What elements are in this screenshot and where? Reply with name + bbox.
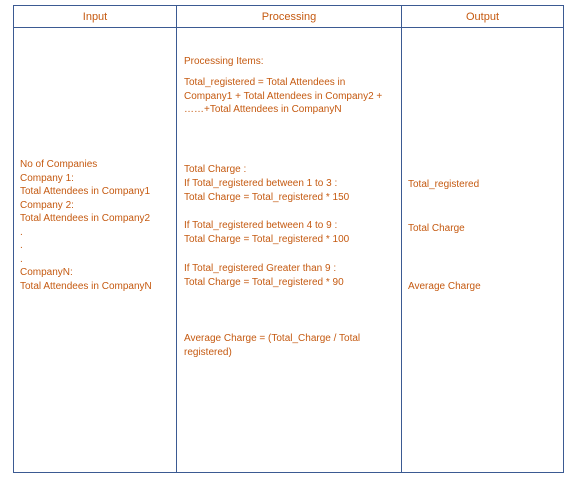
input-item: . [20,253,23,265]
formula-line: ……+Total Attendees in CompanyN [184,104,342,115]
rule-condition: If Total_registered between 1 to 3 : [184,178,338,189]
formula-line: Average Charge = (Total_Charge / Total [184,333,361,344]
rule-formula: Total Charge = Total_registered * 100 [184,233,350,245]
charge-rule-2 [184,219,349,246]
input-item: CompanyN: [20,267,73,278]
charge-rule-1 [184,177,349,204]
input-list [20,158,152,293]
input-item: . [20,240,23,251]
rule-condition: If Total_registered between 4 to 9 : [184,220,338,231]
ipo-table [13,5,564,473]
input-item: Total Attendees in CompanyN [20,280,152,292]
input-item: Total Attendees in Company1 [20,186,151,197]
input-item: No of Companies [20,159,98,170]
processing-title: Processing Items: [184,56,264,67]
column-divider-input-processing [176,6,177,472]
rule-condition: If Total_registered Greater than 9 : [184,263,337,274]
rule-formula: Total Charge = Total_registered * 90 [184,276,344,288]
input-item: Company 2: [20,199,74,211]
input-item: Total Attendees in Company2 [20,213,151,224]
column-divider-processing-output [401,6,402,472]
formula-line: registered) [184,346,232,358]
formula-line: Total_registered = Total Attendees in [184,77,346,88]
charge-rule-3 [184,262,344,289]
rule-formula: Total Charge = Total_registered * 150 [184,191,350,203]
output-total-charge: Total Charge [408,223,465,234]
average-charge-formula [184,332,360,359]
output-average-charge: Average Charge [408,281,481,292]
input-item: Company 1: [20,172,74,184]
charge-title: Total Charge : [184,164,247,175]
output-header: Output [465,11,500,23]
total-registered-formula [184,76,382,117]
processing-header: Processing [261,11,317,23]
formula-line: Company1 + Total Attendees in Company2 + [184,90,383,102]
input-header: Input [82,11,108,23]
input-item: . [20,226,23,238]
output-total-registered: Total_registered [408,179,480,190]
